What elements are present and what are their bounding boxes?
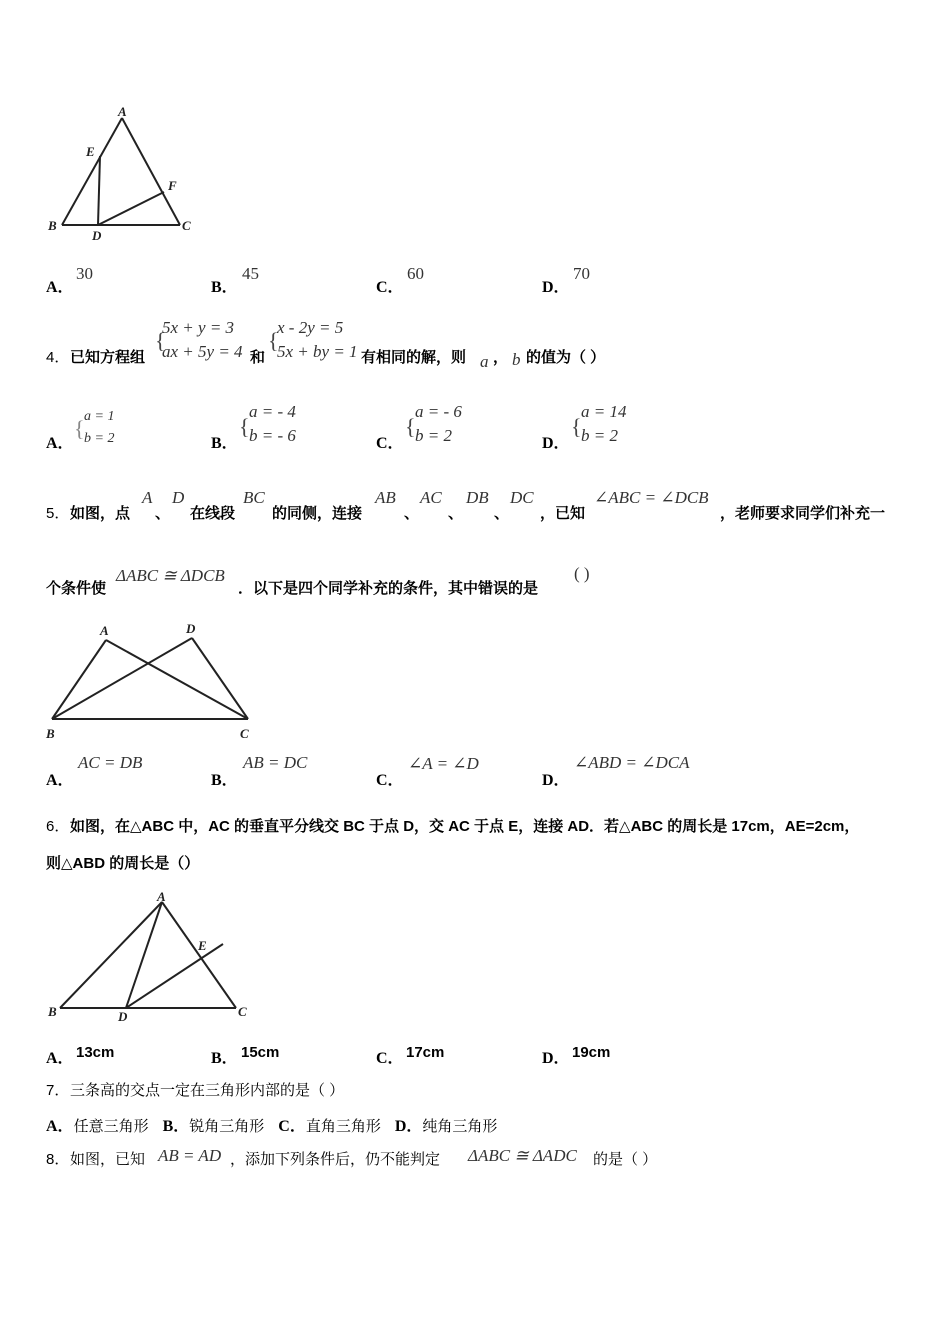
q3-label-f: F bbox=[168, 178, 177, 193]
q4-option-a-system bbox=[84, 406, 114, 450]
q4-text-2: 和 bbox=[250, 349, 266, 366]
q5-option-a-letter[interactable]: A． bbox=[46, 772, 74, 789]
q3-option-c-letter[interactable]: C． bbox=[376, 279, 404, 296]
q5-option-a-value: AC = DB bbox=[78, 753, 143, 772]
q4-option-c-system bbox=[415, 400, 462, 448]
q7-option-a-value: 任意三角形 bbox=[73, 1118, 149, 1135]
q6-number: 6． bbox=[46, 818, 70, 835]
q5-point-a: A bbox=[142, 488, 153, 507]
q4-option-b-letter[interactable]: B． bbox=[211, 435, 238, 452]
q3-option-b-letter[interactable]: B． bbox=[211, 279, 238, 296]
q5-condition: ∠ABC = ∠DCB bbox=[594, 488, 709, 507]
q5-option-b-value: AB = DC bbox=[243, 753, 308, 772]
q3-option-a-letter[interactable]: A． bbox=[46, 279, 74, 296]
q5-text-1: 如图，点 bbox=[70, 505, 131, 522]
q4-option-d-brace: { bbox=[571, 414, 582, 439]
q8-congruence: ΔABC ≅ ΔADC bbox=[468, 1146, 577, 1165]
q6-line-ab bbox=[60, 902, 162, 1008]
q4-option-d-letter[interactable]: D． bbox=[542, 435, 570, 452]
q5-answer-paren: ( ) bbox=[574, 564, 590, 583]
q3-label-e: E bbox=[86, 144, 95, 159]
q6-option-b-value: 15cm bbox=[241, 1044, 280, 1061]
q6-option-d-letter[interactable]: D． bbox=[542, 1050, 570, 1067]
q5-text-5: ，老师要求同学们补充一 bbox=[720, 505, 886, 522]
q8-number: 8． bbox=[46, 1151, 70, 1168]
q6-line-ac bbox=[162, 902, 236, 1008]
q5-text-2: 在线段 bbox=[190, 505, 236, 522]
q6-option-b-letter[interactable]: B． bbox=[211, 1050, 238, 1067]
q3-triangle-figure bbox=[40, 100, 210, 245]
q4-comma: ， bbox=[493, 349, 509, 366]
q5-label-b: B bbox=[46, 726, 55, 741]
q7-options bbox=[46, 1113, 497, 1136]
q5-text-6: 个条件使 bbox=[46, 580, 107, 597]
q4-option-c-letter[interactable]: C． bbox=[376, 435, 404, 452]
q5-option-d-value: ∠ABD = ∠DCA bbox=[574, 753, 690, 772]
q5-option-c-letter[interactable]: C． bbox=[376, 772, 404, 789]
q4-text-1: 已知方程组 bbox=[70, 349, 146, 366]
q5-text-7: ．以下是四个同学补充的条件，其中错误的是 bbox=[238, 580, 539, 597]
q4-sys2-eq2: 5x + by = 1 bbox=[277, 342, 358, 361]
q3-option-c-value: 60 bbox=[407, 264, 424, 283]
q6-option-a-letter[interactable]: A． bbox=[46, 1050, 74, 1067]
q4-option-c-eq1: a = - 6 bbox=[415, 402, 462, 421]
q5-sep-2: 、 bbox=[404, 505, 420, 522]
q6-label-b: B bbox=[48, 1004, 57, 1019]
q3-option-b-value: 45 bbox=[242, 264, 259, 283]
q3-line-ab bbox=[62, 118, 122, 225]
q6-line-ad bbox=[126, 902, 162, 1008]
q4-sys1-eq1: 5x + y = 3 bbox=[162, 318, 235, 337]
q6-figure bbox=[40, 888, 280, 1028]
q5-label-a: A bbox=[100, 623, 109, 638]
q4-option-b-eq2: b = - 6 bbox=[249, 426, 296, 445]
q8-equation: AB = AD bbox=[158, 1146, 222, 1165]
q6-label-d: D bbox=[118, 1009, 128, 1024]
q7-option-d-value: 纯角三角形 bbox=[422, 1118, 498, 1135]
q7-option-d-letter[interactable]: D． bbox=[394, 1118, 423, 1135]
q5-segment-ac: AC bbox=[420, 488, 442, 507]
q6-line-2: 则△ABD 的周长是（） bbox=[46, 855, 200, 872]
q4-option-d-eq2: b = 2 bbox=[581, 426, 618, 445]
q4-option-a-letter[interactable]: A． bbox=[46, 435, 74, 452]
q5-sep-4: 、 bbox=[494, 505, 510, 522]
q7-option-a-letter[interactable]: A． bbox=[46, 1118, 74, 1135]
q4-option-c-brace: { bbox=[405, 414, 416, 439]
q3-option-a-value: 30 bbox=[76, 264, 93, 283]
q4-sys2-eq1: x - 2y = 5 bbox=[277, 318, 344, 337]
q6-option-c-value: 17cm bbox=[406, 1044, 445, 1061]
q5-number: 5． bbox=[46, 505, 70, 522]
q4-option-b-eq1: a = - 4 bbox=[249, 402, 296, 421]
q6-option-a-value: 13cm bbox=[76, 1044, 115, 1061]
q5-text-4: ，已知 bbox=[540, 505, 586, 522]
q4-system-1 bbox=[162, 316, 243, 364]
q5-segment-dc: DC bbox=[510, 488, 534, 507]
q5-sep-3: 、 bbox=[448, 505, 464, 522]
q7-option-c-value: 直角三角形 bbox=[305, 1118, 381, 1135]
q3-label-d: D bbox=[92, 228, 102, 243]
q5-line-dc bbox=[192, 638, 248, 719]
q4-sys1-brace: { bbox=[155, 328, 166, 353]
q8-text-3: 的是（ ） bbox=[593, 1151, 658, 1168]
q6-option-c-letter[interactable]: C． bbox=[376, 1050, 404, 1067]
q4-var-a: a bbox=[480, 352, 489, 371]
q5-line-ba bbox=[52, 640, 106, 719]
q4-option-d-system bbox=[581, 400, 626, 448]
q6-label-a: A bbox=[157, 889, 166, 904]
q3-line-ed bbox=[98, 156, 100, 225]
q4-option-c-eq2: b = 2 bbox=[415, 426, 452, 445]
q4-number: 4． bbox=[46, 349, 70, 366]
q4-option-d-eq1: a = 14 bbox=[581, 402, 627, 421]
q5-segment-db: DB bbox=[466, 488, 489, 507]
q5-point-d: D bbox=[172, 488, 185, 507]
q5-segment-bc: BC bbox=[243, 488, 265, 507]
q6-option-d-value: 19cm bbox=[572, 1044, 611, 1061]
q3-line-df bbox=[98, 192, 164, 225]
q4-text-4: 的值为（ ） bbox=[526, 349, 606, 366]
q5-sep-1: 、 bbox=[155, 505, 171, 522]
q3-option-d-value: 70 bbox=[573, 264, 590, 283]
q6-label-c: C bbox=[238, 1004, 247, 1019]
q7-option-b-value: 锐角三角形 bbox=[189, 1118, 265, 1135]
q5-congruence: ΔABC ≅ ΔDCB bbox=[116, 566, 225, 585]
q4-system-2 bbox=[277, 316, 358, 364]
q5-option-d-letter[interactable]: D． bbox=[542, 772, 570, 789]
q3-label-b: B bbox=[48, 218, 57, 233]
q5-line-ac bbox=[106, 640, 248, 719]
q4-option-b-brace: { bbox=[239, 414, 250, 439]
q5-label-d: D bbox=[186, 621, 196, 636]
q6-line-1: 如图，在△ABC 中，AC 的垂直平分线交 BC 于点 D，交 AC 于点 E，连接 AD．若△ABC 的周长是 17cm，AE=2cm， bbox=[70, 818, 860, 835]
q6-label-e: E bbox=[198, 938, 207, 953]
q5-text-3: 的同侧，连接 bbox=[272, 505, 363, 522]
q4-option-a-eq2: b = 2 bbox=[84, 431, 115, 446]
q3-label-a: A bbox=[118, 104, 127, 119]
q3-label-c: C bbox=[182, 218, 191, 233]
q6-line-de bbox=[126, 944, 223, 1008]
q5-line-bd bbox=[52, 638, 192, 719]
q4-option-a-brace: { bbox=[74, 416, 85, 441]
q7-text: 三条高的交点一定在三角形内部的是（ ） bbox=[70, 1082, 345, 1099]
q8-text-2: ，添加下列条件后，仍不能判定 bbox=[230, 1151, 441, 1168]
q4-option-b-system bbox=[249, 400, 296, 448]
q5-option-c-value: ∠A = ∠D bbox=[408, 754, 479, 773]
q4-var-b: b bbox=[512, 350, 521, 369]
q5-figure bbox=[40, 618, 270, 748]
q4-text-3: 有相同的解，则 bbox=[361, 349, 467, 366]
q5-label-c: C bbox=[240, 726, 249, 741]
q4-sys2-brace: { bbox=[268, 328, 279, 353]
q4-sys1-eq2: ax + 5y = 4 bbox=[162, 342, 243, 361]
q5-segment-ab: AB bbox=[375, 488, 396, 507]
q5-option-b-letter[interactable]: B． bbox=[211, 772, 238, 789]
q4-option-a-eq1: a = 1 bbox=[84, 409, 115, 424]
q7-option-b-letter[interactable]: B． bbox=[162, 1118, 190, 1135]
q7-option-c-letter[interactable]: C． bbox=[278, 1118, 306, 1135]
q8-text-1: 如图，已知 bbox=[70, 1151, 146, 1168]
q7-number: 7． bbox=[46, 1082, 70, 1099]
q3-option-d-letter[interactable]: D． bbox=[542, 279, 570, 296]
